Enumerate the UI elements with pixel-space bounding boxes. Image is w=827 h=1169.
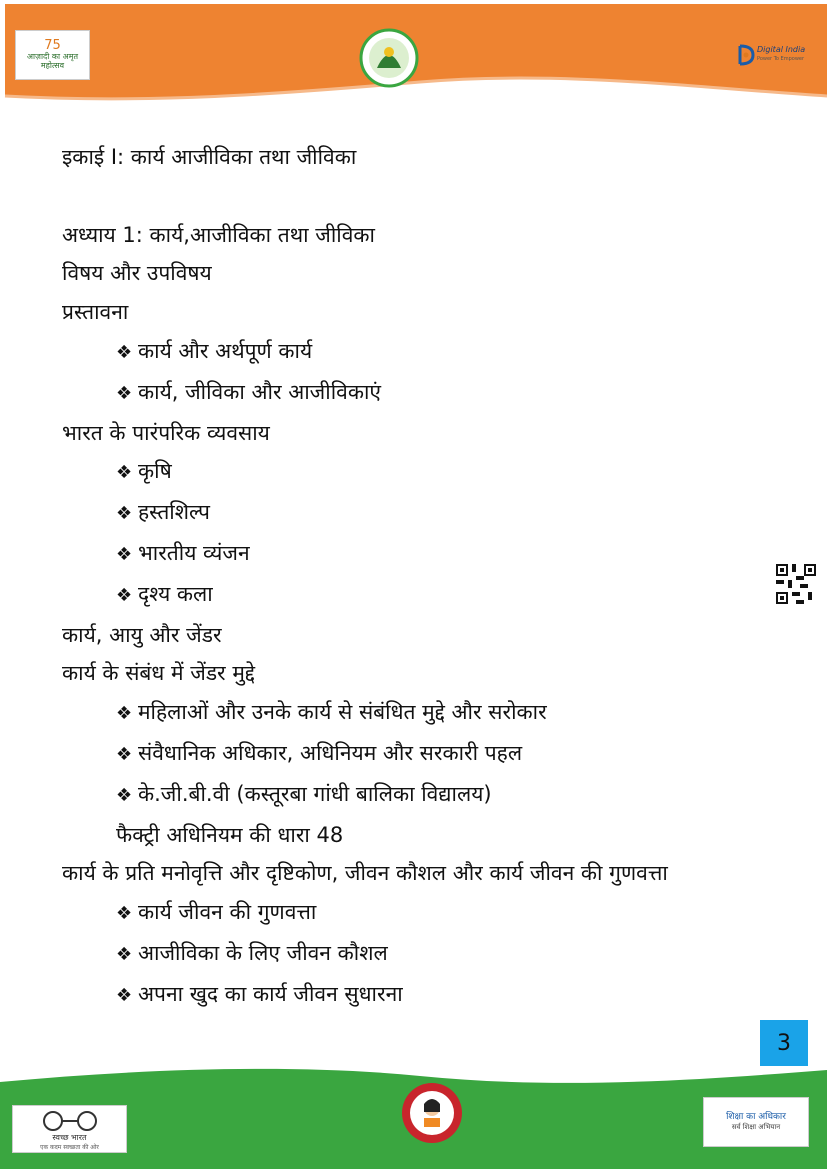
list-item (62, 493, 742, 534)
qr-code-icon[interactable] (776, 564, 816, 604)
section-introduction: प्रस्तावना (62, 300, 129, 325)
section-gender-issues: कार्य के संबंध में जेंडर मुद्दे (62, 661, 256, 686)
list-item (62, 575, 742, 616)
list-item-text: महिलाओं और उनके कार्य से संबंधित मुद्दे और सरोकार (138, 700, 547, 725)
section-attitude-life-skills: कार्य के प्रति मनोवृत्ति और दृष्टिकोण, जीवन कौशल और कार्य जीवन की गुणवत्ता (62, 861, 668, 886)
right-to-education-logo (703, 1097, 809, 1147)
list-item (62, 452, 742, 493)
list-item-text: कार्य, जीविका और आजीविकाएं (138, 379, 382, 404)
list-item (62, 734, 742, 775)
glasses-icon (35, 1109, 105, 1131)
list-item (62, 893, 742, 934)
chapter-title: अध्याय 1: कार्य,आजीविका तथा जीविका (62, 222, 375, 247)
digital-india-label: Digital India (757, 45, 806, 54)
bullet-icon: ❖ (116, 382, 133, 404)
rte-label: शिक्षा का अधिकार (726, 1111, 786, 1122)
bullet-icon: ❖ (116, 743, 133, 765)
list-item-text: भारतीय व्यंजन (138, 540, 250, 565)
list-item (62, 775, 742, 816)
list-item (62, 975, 742, 1016)
azadi-ka-amrit-mahotsav-logo: 75 आज़ादी का अमृत महोत्सव (15, 30, 90, 80)
digital-india-tagline: Power To Empower (757, 56, 805, 62)
rte-tagline: सर्व शिक्षा अभियान (731, 1123, 781, 1132)
section-traditional-occupations: भारत के पारंपरिक व्यवसाय (62, 420, 270, 445)
list-item (62, 373, 742, 414)
subject-heading: विषय और उपविषय (62, 261, 212, 286)
bullet-icon: ❖ (116, 584, 133, 606)
page-number-badge: 3 (760, 1020, 808, 1066)
list-item-text: संवैधानिक अधिकार, अधिनियम और सरकारी पहल (138, 740, 523, 765)
beti-padhao-emblem (400, 1082, 464, 1144)
list-item-text: के.जी.बी.वी (कस्तूरबा गांधी बालिका विद्यालय) (138, 781, 492, 806)
bullet-icon: ❖ (116, 703, 133, 725)
list-item-text: कार्य जीवन की गुणवत्ता (138, 900, 317, 925)
plain-list-item: फैक्ट्री अधिनियम की धारा 48 (116, 822, 344, 847)
swachh-bharat-tagline: एक कदम स्वच्छता की ओर (40, 1144, 99, 1151)
bullet-icon: ❖ (116, 462, 133, 484)
bullet-icon: ❖ (116, 503, 133, 525)
list-item-text: अपना खुद का कार्य जीवन सुधारना (138, 981, 403, 1006)
bullet-icon: ❖ (116, 543, 133, 565)
section-work-age-gender: कार्य, आयु और जेंडर (62, 622, 222, 647)
digital-india-logo (737, 44, 807, 68)
syllabus-content (62, 138, 742, 1016)
bullet-icon: ❖ (116, 984, 133, 1006)
list-item (62, 534, 742, 575)
bullet-icon: ❖ (116, 784, 133, 806)
list-item (62, 332, 742, 373)
list-item-text: हस्तशिल्प (138, 500, 210, 525)
list-item-text: कृषि (138, 459, 172, 484)
list-item (62, 934, 742, 975)
list-item-text: कार्य और अर्थपूर्ण कार्य (138, 338, 313, 363)
list-item-text: दृश्य कला (138, 581, 213, 606)
bullet-icon: ❖ (116, 341, 133, 363)
bullet-icon: ❖ (116, 903, 133, 925)
school-emblem-logo (359, 28, 419, 88)
unit-title: इकाई I: कार्य आजीविका तथा जीविका (62, 145, 357, 169)
azadi-logo-text: आज़ादी का अमृत महोत्सव (26, 52, 79, 71)
list-item (62, 693, 742, 734)
list-item-text: आजीविका के लिए जीवन कौशल (138, 940, 388, 965)
swachh-bharat-logo (12, 1105, 127, 1153)
swachh-bharat-label: स्वच्छ भारत (52, 1133, 87, 1142)
bullet-icon: ❖ (116, 943, 133, 965)
digital-india-icon (737, 44, 755, 66)
